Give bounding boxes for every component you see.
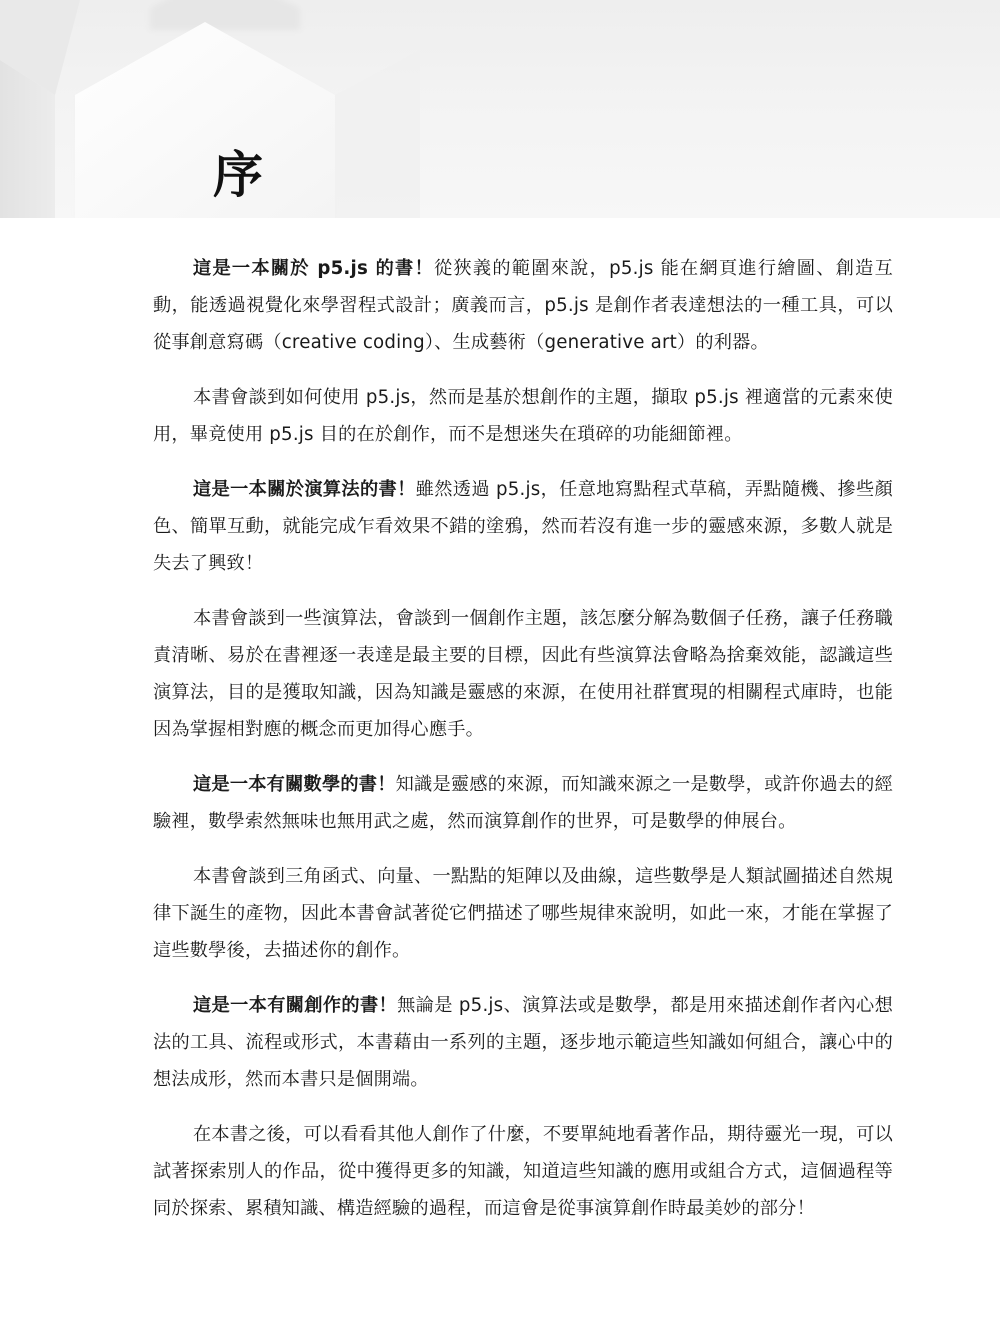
paragraph-lead: 這是一本有關數學的書！ bbox=[193, 774, 396, 795]
paragraph-lead: 這是一本關於 p5.js 的書！ bbox=[193, 258, 434, 279]
paragraph bbox=[153, 987, 893, 1098]
paragraph bbox=[153, 600, 893, 748]
paragraph-text: 知識是靈感的來源，而知識來源之一是數學，或許你過去的經驗裡，數學索然無味也無用武之處，然而演算創作的世界，可是數學的伸展台。 bbox=[153, 774, 893, 832]
paragraph-text: 無論是 p5.js、演算法或是數學，都是用來描述創作者內心想法的工具、流程或形式，本書藉由一系列的主題，逐步地示範這些知識如何組合，讓心中的想法成形，然而本書只是個開端。 bbox=[153, 995, 893, 1090]
paragraph bbox=[153, 766, 893, 840]
paragraph-lead: 這是一本關於演算法的書！ bbox=[193, 479, 416, 500]
paragraph-text: 從狹義的範圍來說，p5.js 能在網頁進行繪圖、創造互動，能透過視覺化來學習程式設計；廣義而言，p5.js 是創作者表達想法的一種工具，可以從事創意寫碼（creative coding）、生成藝術（generative art）的利器。 bbox=[153, 258, 893, 353]
paragraph-text: 本書會談到三角函式、向量、一點點的矩陣以及曲線，這些數學是人類試圖描述自然規律下誕生的產物，因此本書會試著從它們描述了哪些規律來說明，如此一來，才能在掌握了這些數學後，去描述你的創作。 bbox=[153, 866, 893, 961]
paragraph bbox=[153, 379, 893, 453]
paragraph bbox=[153, 858, 893, 969]
paragraph-text: 本書會談到一些演算法，會談到一個創作主題，該怎麼分解為數個子任務，讓子任務職責清晰、易於在書裡逐一表達是最主要的目標，因此有些演算法會略為捨棄效能，認識這些演算法，目的是獲取知識，因為知識是靈感的來源，在使用社群實現的相關程式庫時，也能因為掌握相對應的概念而更加得心應手。 bbox=[153, 608, 893, 740]
header-banner bbox=[0, 0, 1000, 218]
paragraph-text: 本書會談到如何使用 p5.js，然而是基於想創作的主題，擷取 p5.js 裡適當的元素來使用，畢竟使用 p5.js 目的在於創作，而不是想迷失在瑣碎的功能細節裡。 bbox=[153, 387, 893, 445]
hexagon-shadow bbox=[150, 0, 300, 30]
paragraph bbox=[153, 1116, 893, 1227]
page-title: 序 bbox=[213, 145, 263, 204]
paragraph-lead: 這是一本有關創作的書！ bbox=[193, 995, 398, 1016]
paragraph bbox=[153, 471, 893, 582]
paragraph-text: 在本書之後，可以看看其他人創作了什麼，不要單純地看著作品，期待靈光一現，可以試著探索別人的作品，從中獲得更多的知識，知道這些知識的應用或組合方式，這個過程等同於探索、累積知識、構造經驗的過程，而這會是從事演算創作時最美妙的部分！ bbox=[153, 1124, 893, 1219]
center-hexagon-shape bbox=[75, 22, 335, 218]
paragraph bbox=[153, 250, 893, 361]
paragraph-text: 雖然透過 p5.js，任意地寫點程式草稿，弄點隨機、摻些顏色、簡單互動，就能完成乍看效果不錯的塗鴉，然而若沒有進一步的靈感來源，多數人就是失去了興致！ bbox=[153, 479, 893, 574]
preface-body bbox=[153, 250, 893, 1245]
hexagon-decoration bbox=[0, 0, 1000, 218]
right-hexagon-shape bbox=[335, 50, 420, 218]
